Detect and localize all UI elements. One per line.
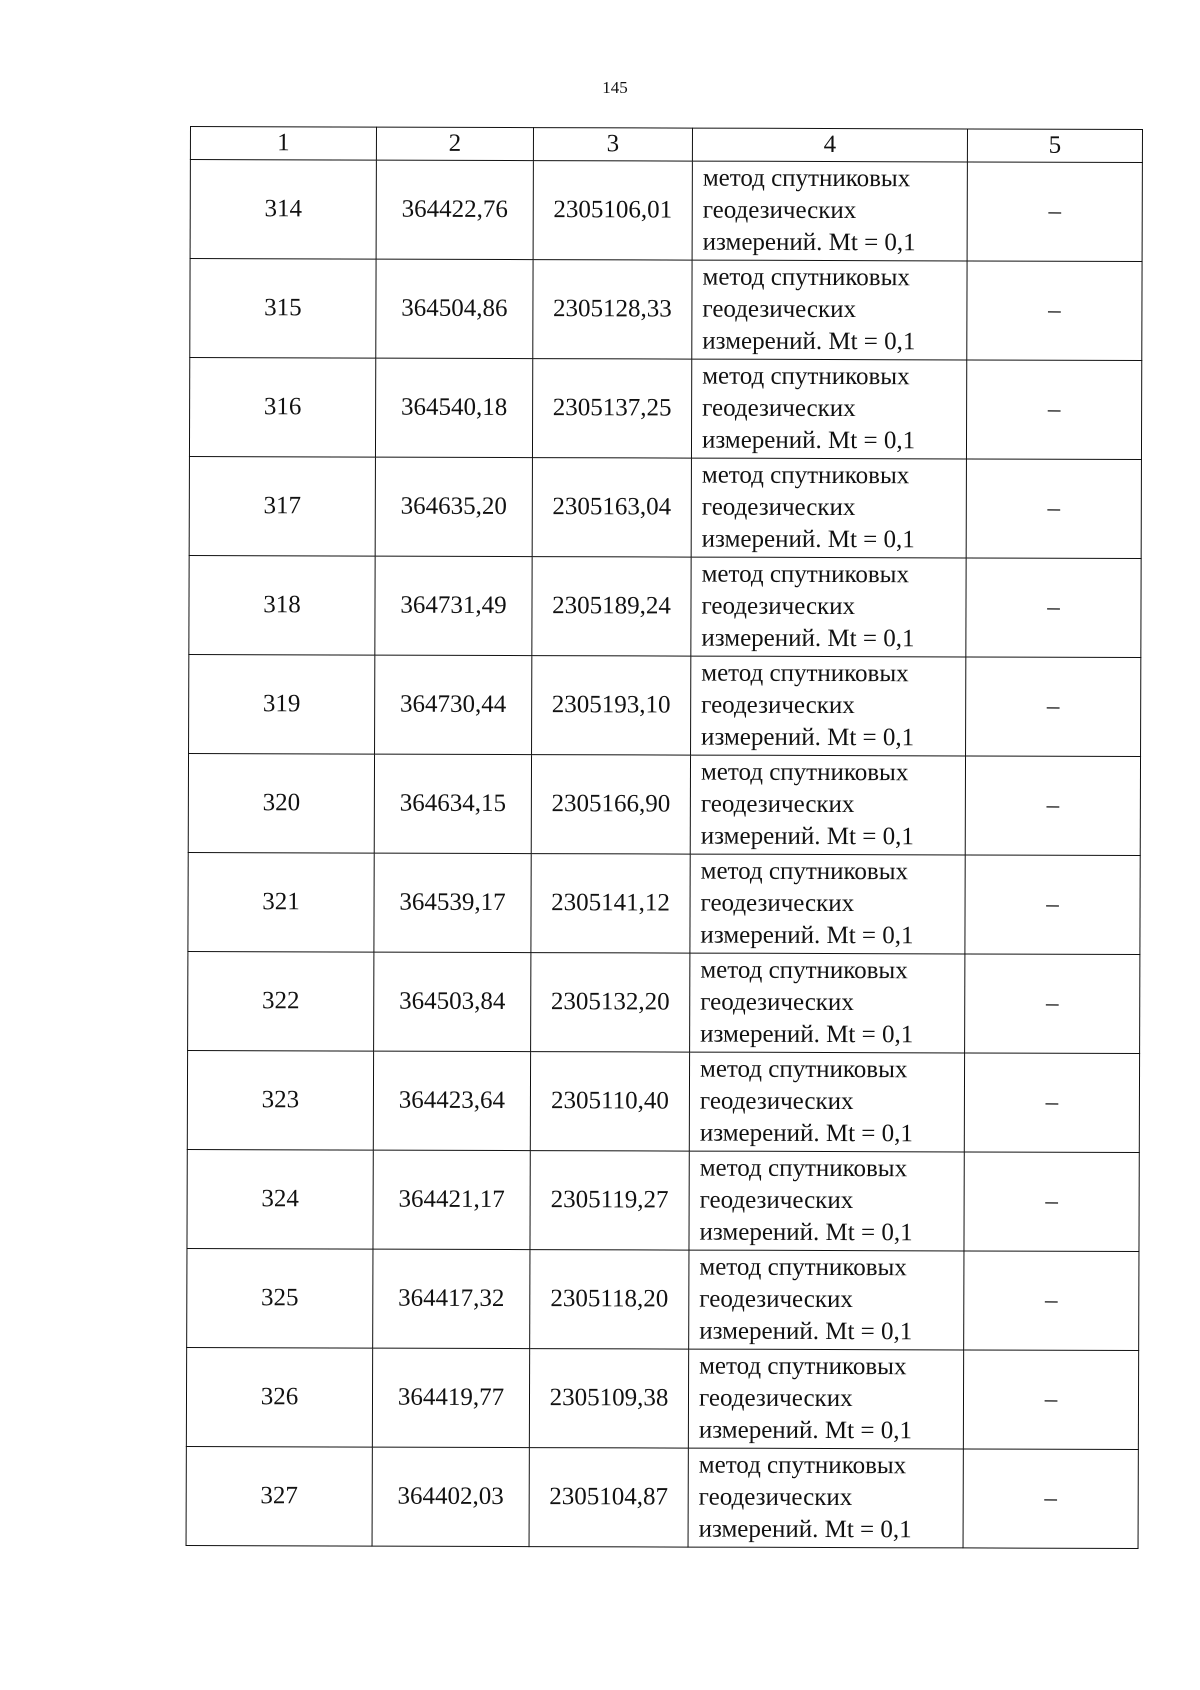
- method-line: геодезических: [702, 295, 857, 324]
- table-row: [189, 654, 1141, 756]
- cell-method: [692, 161, 967, 261]
- cell-note: –: [966, 657, 1141, 757]
- cell-y-coordinate: 2305132,20: [531, 953, 690, 1052]
- method-line: геодезических: [701, 592, 856, 621]
- cell-y-coordinate: 2305163,04: [532, 458, 691, 557]
- table-row: [187, 1149, 1139, 1251]
- cell-point-number: 325: [187, 1248, 373, 1348]
- cell-note: –: [964, 1053, 1139, 1153]
- cell-note: –: [966, 459, 1141, 559]
- cell-y-coordinate: 2305189,24: [532, 557, 691, 656]
- cell-x-coordinate: 364419,77: [372, 1348, 529, 1447]
- method-line: геодезических: [701, 493, 856, 522]
- cell-y-coordinate: 2305118,20: [530, 1250, 689, 1349]
- cell-y-coordinate: 2305110,40: [530, 1052, 689, 1151]
- method-line: измерений. Mt = 0,1: [701, 624, 915, 653]
- method-line: измерений. Mt = 0,1: [702, 228, 916, 257]
- cell-method: [691, 656, 966, 756]
- method-line: метод спутниковых: [702, 164, 911, 193]
- cell-x-coordinate: 364421,17: [373, 1150, 530, 1249]
- header-col-1: 1: [190, 127, 376, 161]
- table-row: [186, 1446, 1138, 1548]
- method-line: измерений. Mt = 0,1: [701, 723, 915, 752]
- cell-method: [690, 755, 965, 855]
- table-row: [187, 1050, 1139, 1152]
- cell-y-coordinate: 2305104,87: [529, 1448, 688, 1547]
- table-row: [188, 951, 1140, 1053]
- method-line: геодезических: [702, 196, 857, 225]
- cell-method: [690, 953, 965, 1053]
- cell-x-coordinate: 364635,20: [375, 457, 532, 556]
- table-row: [189, 456, 1141, 558]
- header-col-3: 3: [533, 128, 692, 161]
- cell-note: –: [963, 1449, 1138, 1549]
- cell-x-coordinate: 364402,03: [372, 1447, 529, 1546]
- cell-point-number: 324: [187, 1149, 373, 1249]
- method-line: геодезических: [700, 889, 855, 918]
- cell-method: [691, 359, 966, 459]
- cell-y-coordinate: 2305193,10: [532, 656, 691, 755]
- cell-x-coordinate: 364417,32: [373, 1249, 530, 1348]
- cell-method: [691, 557, 966, 657]
- cell-x-coordinate: 364422,76: [376, 160, 533, 259]
- cell-x-coordinate: 364423,64: [373, 1051, 530, 1150]
- coordinates-table: [186, 126, 1143, 1549]
- cell-point-number: 326: [186, 1347, 372, 1447]
- method-line: геодезических: [699, 1087, 854, 1116]
- cell-method: [689, 1250, 964, 1350]
- cell-point-number: 316: [189, 358, 375, 458]
- cell-note: –: [965, 756, 1140, 856]
- cell-y-coordinate: 2305128,33: [533, 260, 692, 359]
- cell-point-number: 319: [189, 654, 375, 754]
- method-line: измерений. Mt = 0,1: [699, 1119, 913, 1148]
- cell-point-number: 323: [187, 1050, 373, 1150]
- method-line: метод спутниковых: [702, 362, 910, 391]
- table-row: [190, 259, 1142, 361]
- method-line: измерений. Mt = 0,1: [699, 1317, 913, 1346]
- cell-point-number: 322: [188, 951, 374, 1051]
- cell-x-coordinate: 364539,17: [374, 853, 531, 952]
- cell-method: [689, 1052, 964, 1152]
- table-header: [190, 127, 1142, 163]
- cell-point-number: 317: [189, 456, 375, 556]
- method-line: метод спутниковых: [701, 659, 909, 688]
- method-line: метод спутниковых: [701, 461, 910, 490]
- header-col-4: 4: [692, 128, 967, 162]
- header-col-2: 2: [376, 127, 533, 160]
- cell-method: [690, 854, 965, 954]
- coordinates-table-container: [186, 126, 1142, 1549]
- method-line: метод спутниковых: [699, 1352, 907, 1381]
- method-line: измерений. Mt = 0,1: [700, 1020, 914, 1049]
- method-line: измерений. Mt = 0,1: [698, 1416, 913, 1445]
- cell-y-coordinate: 2305137,25: [532, 359, 691, 458]
- table-row: [188, 753, 1140, 855]
- method-line: метод спутниковых: [699, 1154, 908, 1183]
- method-line: измерений. Mt = 0,1: [700, 921, 914, 950]
- method-line: измерений. Mt = 0,1: [700, 822, 914, 851]
- header-row: [190, 127, 1142, 163]
- cell-y-coordinate: 2305119,27: [530, 1151, 689, 1250]
- method-line: геодезических: [699, 1285, 853, 1314]
- cell-method: [688, 1349, 963, 1449]
- method-line: геодезических: [698, 1483, 853, 1512]
- page-number: 145: [602, 78, 628, 97]
- cell-point-number: 321: [188, 852, 374, 952]
- cell-x-coordinate: 364503,84: [374, 952, 531, 1051]
- cell-y-coordinate: 2305141,12: [531, 854, 690, 953]
- method-line: геодезических: [698, 1384, 853, 1413]
- method-line: метод спутниковых: [700, 956, 908, 985]
- method-line: метод спутниковых: [699, 1055, 908, 1084]
- method-line: измерений. Mt = 0,1: [701, 426, 916, 455]
- cell-method: [692, 260, 967, 360]
- cell-note: –: [967, 162, 1142, 262]
- cell-point-number: 320: [188, 753, 374, 853]
- method-line: измерений. Mt = 0,1: [698, 1515, 912, 1544]
- method-line: геодезических: [702, 394, 856, 423]
- cell-note: –: [964, 1251, 1139, 1351]
- cell-y-coordinate: 2305166,90: [531, 755, 690, 854]
- table-body: [186, 160, 1142, 1549]
- table-row: [187, 1248, 1139, 1350]
- cell-x-coordinate: 364634,15: [374, 754, 531, 853]
- table-row: [189, 555, 1141, 657]
- cell-y-coordinate: 2305106,01: [533, 161, 692, 260]
- cell-x-coordinate: 364730,44: [375, 655, 532, 754]
- method-line: геодезических: [700, 790, 855, 819]
- cell-note: –: [966, 360, 1141, 460]
- cell-method: [688, 1448, 963, 1548]
- cell-note: –: [966, 558, 1141, 658]
- method-line: геодезических: [700, 988, 854, 1017]
- method-line: измерений. Mt = 0,1: [702, 327, 916, 356]
- cell-note: –: [964, 1152, 1139, 1252]
- table-row: [190, 160, 1142, 262]
- cell-point-number: 318: [189, 555, 375, 655]
- cell-point-number: 327: [186, 1446, 372, 1546]
- cell-method: [691, 458, 966, 558]
- method-line: метод спутниковых: [698, 1451, 907, 1480]
- cell-method: [689, 1151, 964, 1251]
- cell-x-coordinate: 364731,49: [375, 556, 532, 655]
- method-line: измерений. Mt = 0,1: [701, 525, 915, 554]
- cell-point-number: 314: [190, 160, 376, 260]
- method-line: измерений. Mt = 0,1: [699, 1218, 913, 1247]
- cell-note: –: [965, 954, 1140, 1054]
- table-row: [188, 852, 1140, 954]
- cell-y-coordinate: 2305109,38: [529, 1349, 688, 1448]
- method-line: метод спутниковых: [701, 560, 910, 589]
- header-col-5: 5: [967, 129, 1142, 163]
- cell-note: –: [967, 261, 1142, 361]
- method-line: метод спутниковых: [702, 263, 910, 292]
- method-line: метод спутниковых: [700, 758, 909, 787]
- cell-x-coordinate: 364540,18: [375, 358, 532, 457]
- table-row: [186, 1347, 1138, 1449]
- method-line: метод спутниковых: [700, 857, 909, 886]
- method-line: геодезических: [701, 691, 855, 720]
- cell-note: –: [965, 855, 1140, 955]
- cell-x-coordinate: 364504,86: [376, 259, 533, 358]
- cell-point-number: 315: [190, 259, 376, 359]
- method-line: метод спутниковых: [699, 1253, 907, 1282]
- cell-note: –: [963, 1350, 1138, 1450]
- table-row: [189, 358, 1141, 460]
- method-line: геодезических: [699, 1186, 854, 1215]
